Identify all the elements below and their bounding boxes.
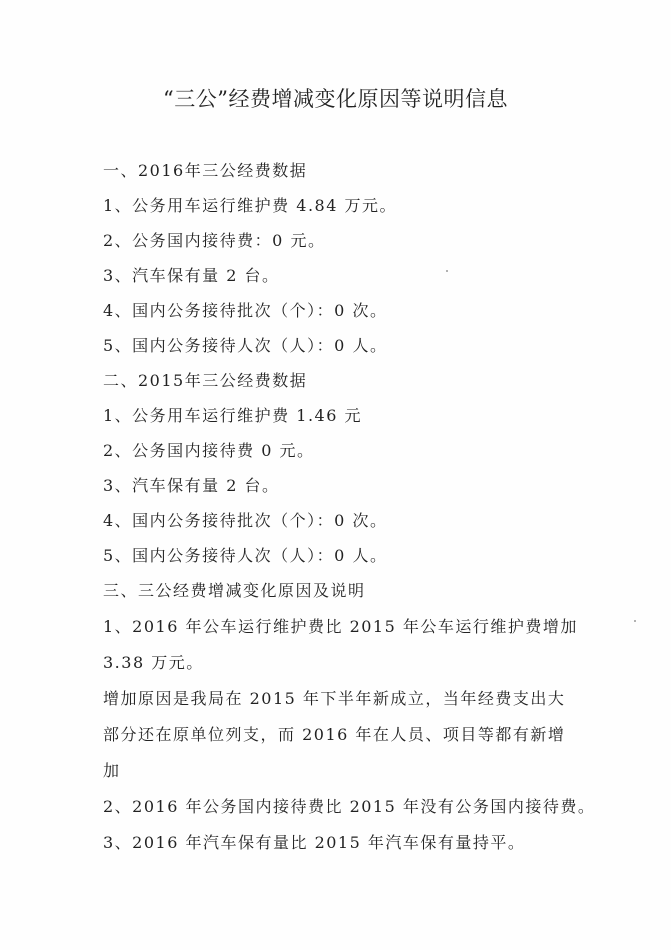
section-heading-2016: 一、2016年三公经费数据: [103, 161, 308, 180]
explanation-item-3: 3、2016 年汽车保有量比 2015 年汽车保有量持平。: [103, 833, 526, 852]
scan-speck: [446, 270, 448, 272]
line-2015-reception-cost: 2、公务国内接待费 0 元。: [103, 441, 315, 460]
scan-speck: [634, 620, 636, 622]
line-2016-vehicle-cost: 1、公务用车运行维护费 4.84 万元。: [103, 196, 397, 215]
section-heading-explanation: 三、三公经费增减变化原因及说明: [103, 581, 366, 600]
section-heading-2015: 二、2015年三公经费数据: [103, 371, 308, 390]
explanation-reason-line-1: 增加原因是我局在 2015 年下半年新成立，当年经费支出大: [103, 689, 566, 708]
line-2016-reception-persons: 5、国内公务接待人次（人）：0 人。: [103, 336, 388, 355]
line-2015-vehicle-count: 3、汽车保有量 2 台。: [103, 476, 280, 495]
line-2015-reception-batches: 4、国内公务接待批次（个）：0 次。: [103, 511, 388, 530]
line-2016-reception-batches: 4、国内公务接待批次（个）：0 次。: [103, 301, 388, 320]
line-2015-vehicle-cost: 1、公务用车运行维护费 1.46 元: [103, 406, 362, 425]
explanation-reason-line-2: 部分还在原单位列支，而 2016 年在人员、项目等都有新增: [103, 725, 566, 744]
explanation-reason-line-3: 加: [103, 761, 121, 780]
line-2016-vehicle-count: 3、汽车保有量 2 台。: [103, 266, 280, 285]
document-title: “三公”经费增减变化原因等说明信息: [163, 87, 508, 111]
explanation-item-1: 1、2016 年公车运行维护费比 2015 年公车运行维护费增加: [103, 617, 578, 636]
explanation-item-1-continued: 3.38 万元。: [103, 653, 204, 672]
line-2016-reception-cost: 2、公务国内接待费：0 元。: [103, 231, 326, 250]
explanation-item-2: 2、2016 年公务国内接待费比 2015 年没有公务国内接待费。: [103, 797, 596, 816]
line-2015-reception-persons: 5、国内公务接待人次（人）：0 人。: [103, 546, 388, 565]
